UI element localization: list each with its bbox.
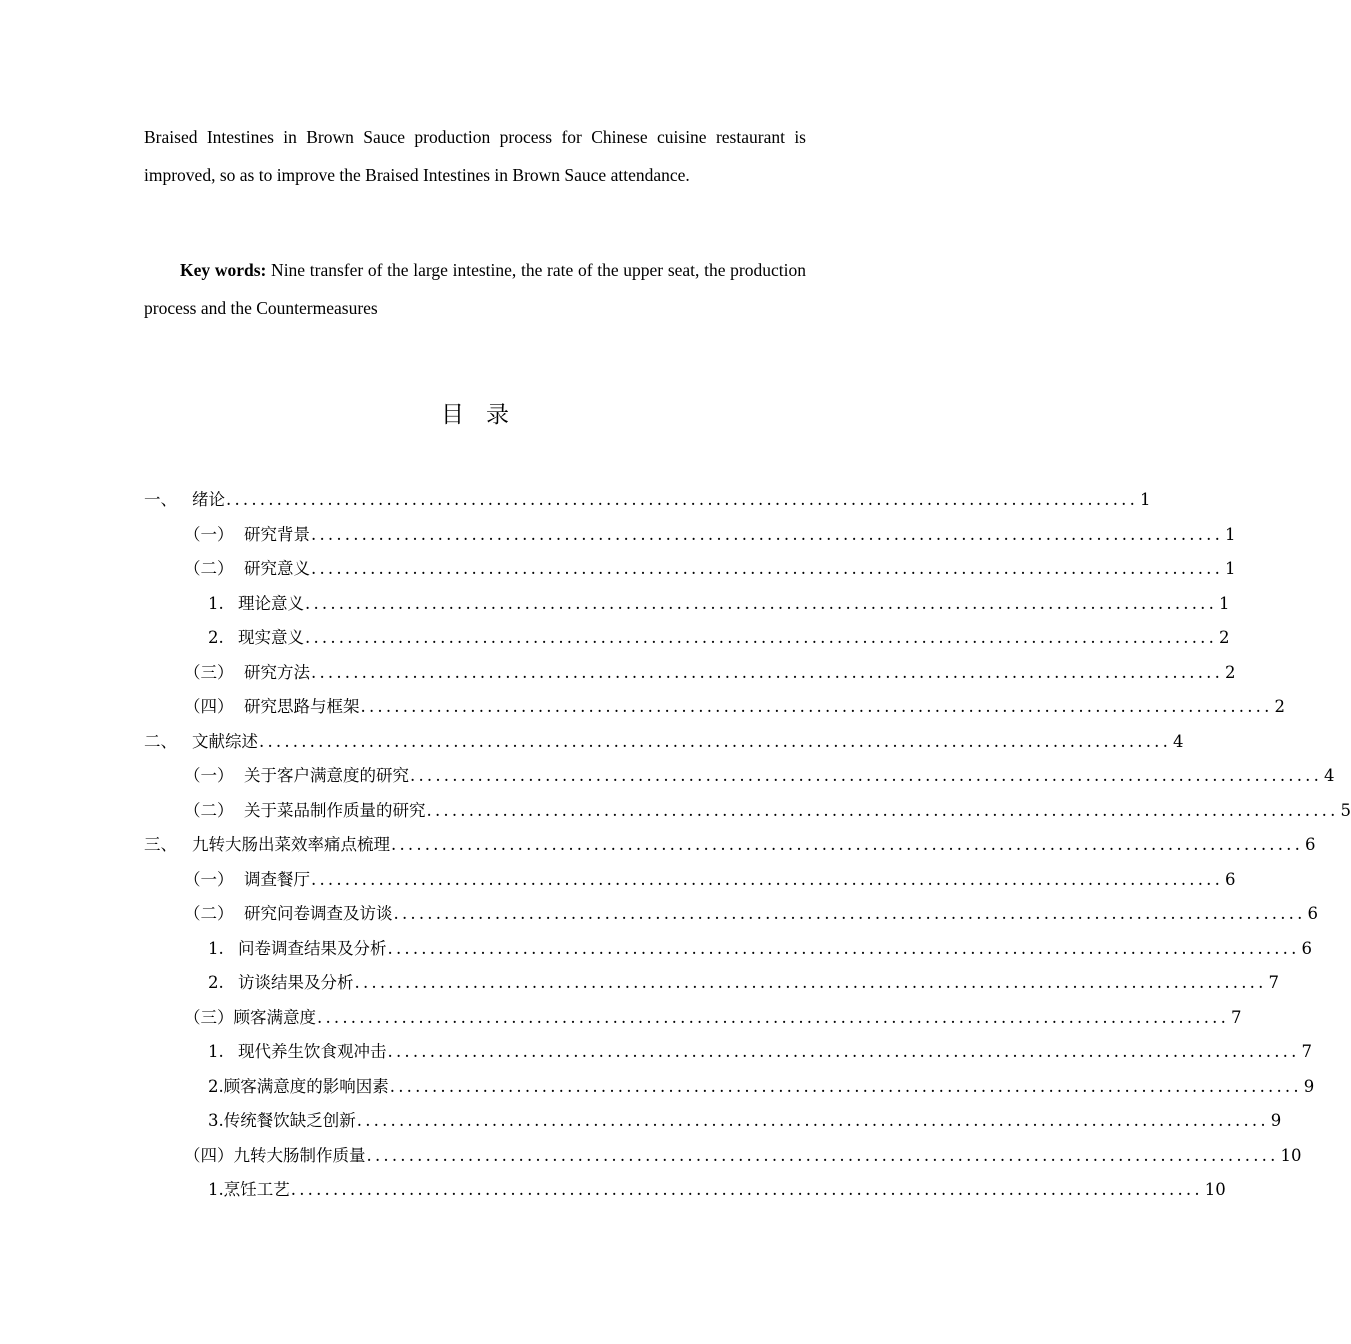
toc-entry-number: （二） xyxy=(184,559,234,578)
toc-entry[interactable] xyxy=(144,1038,1313,1073)
toc-entry-number: 2. xyxy=(208,628,224,647)
keywords-text: Nine transfer of the large intestine, the rate of the upper seat, the production process and the Countermeasures xyxy=(144,260,806,318)
toc-entry[interactable] xyxy=(144,797,1351,832)
toc-entry-page: 6 xyxy=(1305,835,1316,854)
toc-title-part2: 录 xyxy=(486,402,509,428)
toc-entry-title: 现实意义 xyxy=(238,628,304,647)
toc-leader-dots: ............................................................................................................ xyxy=(259,731,1172,751)
toc-entry-title: 烹饪工艺 xyxy=(223,1180,290,1199)
toc-entry-number: 三、 xyxy=(144,835,177,854)
toc-title xyxy=(0,396,950,429)
toc-entry-title: 绪论 xyxy=(192,490,225,509)
toc-entry-page: 1 xyxy=(1140,490,1151,509)
toc-leader-dots: ............................................................................................................ xyxy=(410,766,1323,785)
toc-leader-dots: ............................................................................................................ xyxy=(389,1076,1302,1096)
toc-entry[interactable] xyxy=(144,659,1236,694)
toc-entry-title: 顾客满意度 xyxy=(233,1007,316,1027)
toc-leader-dots: ............................................................................................................ xyxy=(360,697,1273,716)
toc-entry-number: 1. xyxy=(208,593,224,613)
toc-entry-page: 9 xyxy=(1303,1076,1315,1096)
toc-entry-page: 2 xyxy=(1219,628,1230,647)
toc-entry[interactable] xyxy=(144,521,1236,556)
toc-entry[interactable] xyxy=(144,969,1280,1004)
toc-entry-page: 4 xyxy=(1324,766,1335,785)
toc-leader-dots: ............................................................................................................ xyxy=(311,869,1224,889)
toc-leader-dots: ............................................................................................................ xyxy=(311,662,1224,682)
toc-leader-dots: ............................................................................................................ xyxy=(391,835,1304,854)
toc-entry-number: 1. xyxy=(208,1042,224,1061)
toc-entry-page: 9 xyxy=(1270,1111,1282,1130)
toc-leader-dots: ............................................................................................................ xyxy=(426,800,1339,820)
toc-leader-dots: ............................................................................................................ xyxy=(393,904,1306,923)
toc-entry-page: 7 xyxy=(1231,1007,1242,1027)
toc-entry-page: 7 xyxy=(1268,973,1280,992)
toc-entry[interactable] xyxy=(144,555,1236,590)
toc-entry-title: 研究思路与框架 xyxy=(244,697,360,716)
toc-entry-title: 访谈结果及分析 xyxy=(238,973,354,992)
toc-entry-number: （二） xyxy=(184,800,234,820)
toc-entry[interactable] xyxy=(144,1107,1282,1142)
keywords-label: Key words: xyxy=(180,260,267,280)
toc-entry[interactable] xyxy=(144,1142,1302,1177)
toc-entry-number: 2. xyxy=(208,1076,224,1096)
toc-entry-title: 关于客户满意度的研究 xyxy=(244,766,409,785)
toc-entry[interactable] xyxy=(144,693,1286,728)
toc-leader-dots: ............................................................................................................ xyxy=(366,1145,1279,1165)
toc-entry[interactable] xyxy=(144,866,1236,901)
toc-entry-page: 1 xyxy=(1225,559,1236,578)
toc-leader-dots: ............................................................................................................ xyxy=(387,1042,1300,1061)
toc-entry-title: 关于菜品制作质量的研究 xyxy=(244,800,426,820)
toc-entry[interactable] xyxy=(144,762,1335,797)
toc-entry-number: （四） xyxy=(184,697,234,716)
toc-entry-title: 理论意义 xyxy=(238,593,304,613)
toc-entry-page: 1 xyxy=(1225,524,1236,544)
toc-entry-number: 一、 xyxy=(144,490,177,509)
toc-entry-page: 4 xyxy=(1173,731,1184,751)
toc-entry-number: （四） xyxy=(184,1145,234,1165)
toc-entry-number: （三） xyxy=(184,1007,234,1027)
toc-entry[interactable] xyxy=(144,728,1184,763)
toc-entry-page: 10 xyxy=(1280,1145,1302,1165)
toc-entry-title: 研究意义 xyxy=(244,559,310,578)
toc-entry-number: （三） xyxy=(184,662,234,682)
table-of-contents xyxy=(144,486,1351,1211)
toc-leader-dots: ............................................................................................................ xyxy=(305,593,1218,613)
toc-entry-number: 1. xyxy=(208,938,224,958)
toc-entry[interactable] xyxy=(144,900,1319,935)
toc-leader-dots: ............................................................................................................ xyxy=(354,973,1267,992)
abstract-text: Braised Intestines in Brown Sauce production process for Chinese cuisine restaurant is improved, so as to improve the Braised Intestines in Brown Sauce attendance. xyxy=(144,127,806,185)
toc-entry-title: 调查餐厅 xyxy=(244,869,310,889)
toc-entry[interactable] xyxy=(144,935,1313,970)
toc-entry-page: 6 xyxy=(1301,938,1313,958)
toc-entry-page: 2 xyxy=(1274,697,1286,716)
toc-entry-title: 顾客满意度的影响因素 xyxy=(223,1076,389,1096)
toc-leader-dots: ............................................................................................................ xyxy=(226,490,1139,509)
toc-entry-title: 传统餐饮缺乏创新 xyxy=(223,1111,356,1130)
toc-entry-number: 1. xyxy=(208,1180,224,1199)
toc-leader-dots: ............................................................................................................ xyxy=(356,1111,1269,1130)
toc-entry-page: 6 xyxy=(1307,904,1319,923)
toc-entry-page: 2 xyxy=(1225,662,1236,682)
toc-leader-dots: ............................................................................................................ xyxy=(305,628,1218,647)
toc-entry-number: 2. xyxy=(208,973,224,992)
toc-leader-dots: ............................................................................................................ xyxy=(311,524,1224,544)
toc-entry-title: 九转大肠制作质量 xyxy=(233,1145,366,1165)
toc-entry[interactable] xyxy=(144,624,1230,659)
toc-entry-page: 7 xyxy=(1301,1042,1313,1061)
toc-entry-number: 二、 xyxy=(144,731,177,751)
toc-entry-title: 问卷调查结果及分析 xyxy=(238,938,387,958)
toc-entry[interactable] xyxy=(144,590,1230,625)
toc-entry[interactable] xyxy=(144,1176,1226,1211)
toc-entry-title: 九转大肠出菜效率痛点梳理 xyxy=(192,835,390,854)
abstract-paragraph xyxy=(144,118,806,194)
toc-entry-number: （一） xyxy=(184,766,234,785)
toc-entry-page: 10 xyxy=(1204,1180,1226,1199)
toc-entry-title: 文献综述 xyxy=(192,731,258,751)
toc-title-part1: 目 xyxy=(441,402,464,428)
toc-entry-number: （一） xyxy=(184,524,234,544)
toc-entry-title: 现代养生饮食观冲击 xyxy=(238,1042,387,1061)
toc-leader-dots: ............................................................................................................ xyxy=(317,1007,1230,1027)
toc-leader-dots: ............................................................................................................ xyxy=(311,559,1224,578)
toc-leader-dots: ............................................................................................................ xyxy=(387,938,1300,958)
toc-entry-number: （一） xyxy=(184,869,234,889)
toc-entry-page: 6 xyxy=(1225,869,1236,889)
toc-entry-title: 研究方法 xyxy=(244,662,310,682)
toc-entry-number: （二） xyxy=(184,904,234,923)
toc-entry-title: 研究问卷调查及访谈 xyxy=(244,904,393,923)
toc-entry-title: 研究背景 xyxy=(244,524,310,544)
keywords-paragraph xyxy=(144,251,806,327)
toc-entry[interactable] xyxy=(144,831,1316,866)
toc-entry[interactable] xyxy=(144,1073,1315,1108)
toc-entry-page: 5 xyxy=(1340,800,1351,820)
toc-entry[interactable] xyxy=(144,486,1151,521)
toc-entry-page: 1 xyxy=(1219,593,1230,613)
toc-leader-dots: ............................................................................................................ xyxy=(290,1180,1203,1199)
toc-entry-number: 3. xyxy=(208,1111,224,1130)
toc-entry[interactable] xyxy=(144,1004,1242,1039)
